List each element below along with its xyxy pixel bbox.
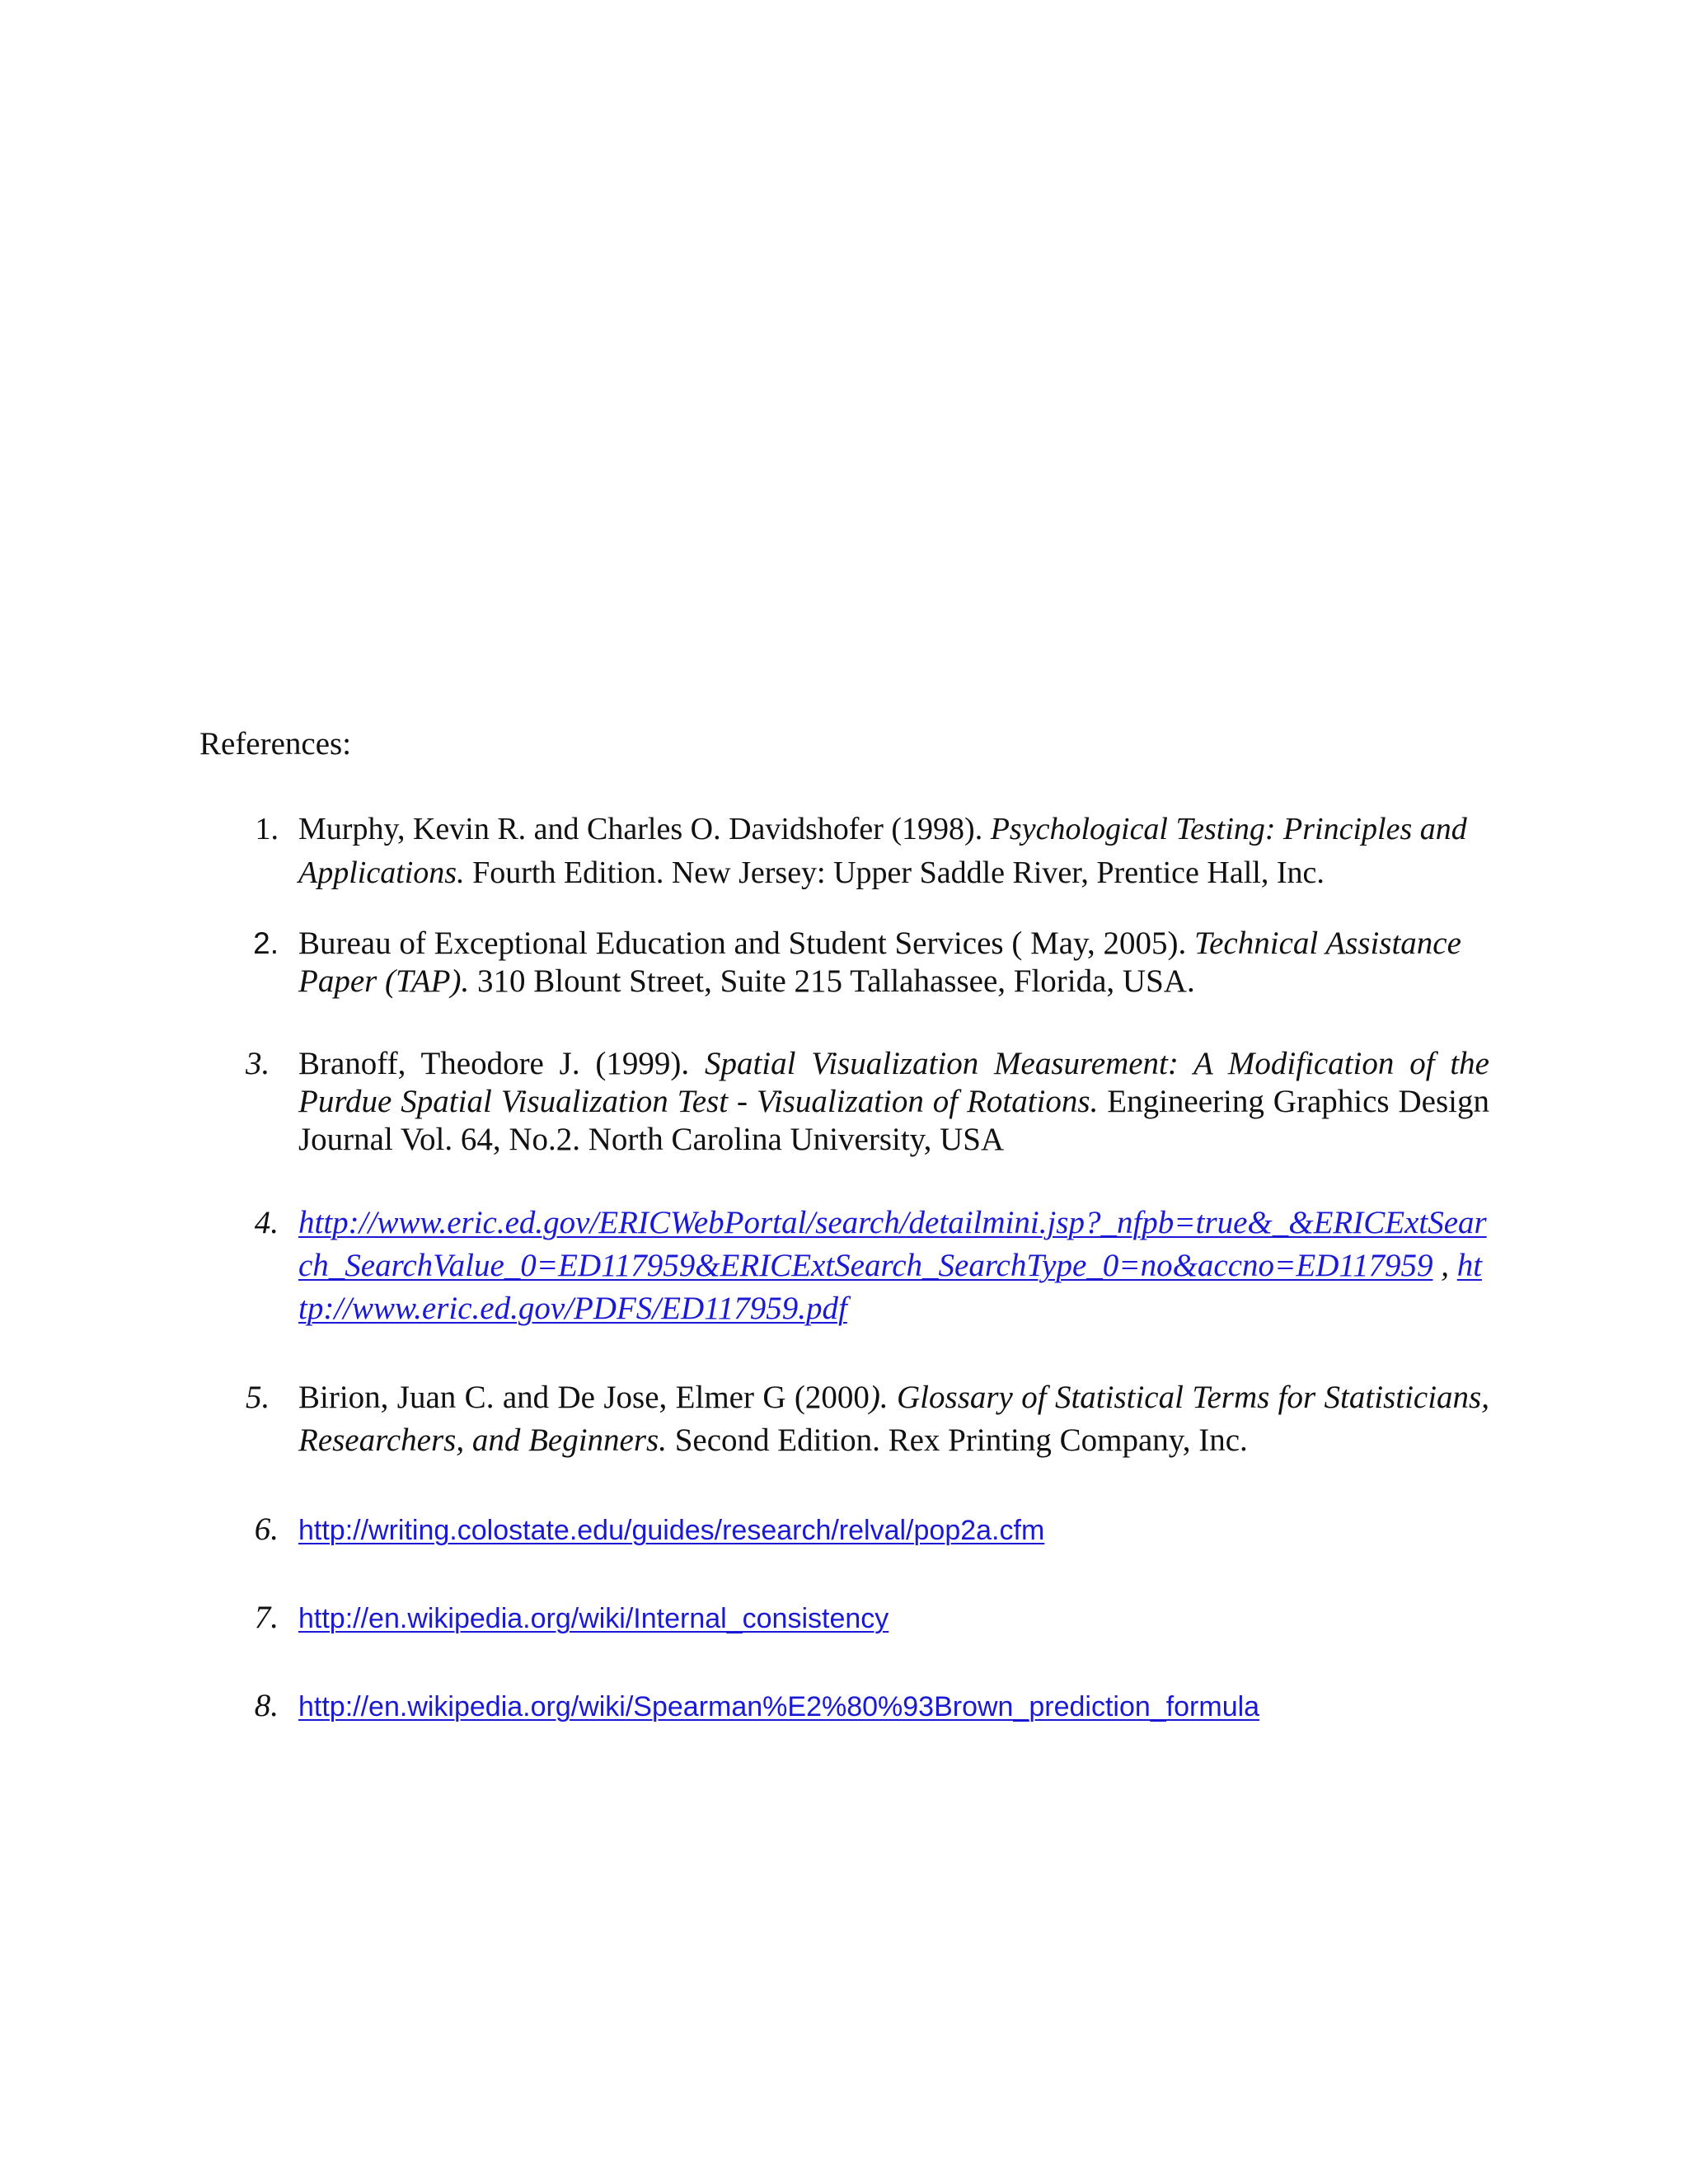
reference-author: Bureau of Exceptional Education and Student Services ( May, 2005). (298, 926, 1195, 961)
reference-details: 310 Blount Street, Suite 215 Tallahassee, Florida, USA. (469, 963, 1195, 999)
wikipedia-internal-consistency-link[interactable]: http://en.wikipedia.org/wiki/Internal_consistency (298, 1603, 889, 1634)
colostate-link[interactable]: http://writing.colostate.edu/guides/research/relval/pop2a.cfm (298, 1515, 1045, 1546)
reference-author: Birion, Juan C. and De Jose, Elmer G (2000 (298, 1380, 870, 1415)
reference-number: 5. (246, 1380, 270, 1415)
reference-item-8 (254, 1685, 1489, 1728)
reference-details: Second Edition. Rex Printing Company, Inc. (666, 1422, 1248, 1458)
reference-number: 7. (254, 1600, 279, 1635)
reference-item-4 (254, 1202, 1489, 1330)
reference-item-7 (254, 1596, 1489, 1640)
reference-details: Fourth Edition. New Jersey: Upper Saddle River, Prentice Hall, Inc. (464, 855, 1325, 890)
reference-item-3 (246, 1045, 1489, 1159)
reference-number: 3. (246, 1046, 270, 1081)
reference-title: Technical Assistance Paper (TAP). (298, 926, 1461, 999)
reference-number: 6. (254, 1511, 279, 1547)
reference-item-6 (254, 1508, 1489, 1552)
eric-pdf-link[interactable]: http://www.eric.ed.gov/PDFS/ED117959.pdf (298, 1248, 1483, 1326)
reference-item-5 (246, 1376, 1489, 1462)
link-separator: , (1432, 1248, 1457, 1283)
reference-number: 2. (253, 926, 279, 960)
reference-details: Engineering Graphics Design Journal Vol. 64, No.2. North Carolina University, USA (298, 1084, 1489, 1157)
reference-author: Branoff, Theodore J. (1999). (298, 1046, 705, 1081)
references-heading: References: (199, 726, 352, 762)
reference-item-2 (253, 925, 1489, 1001)
eric-detail-link[interactable]: http://www.eric.ed.gov/ERICWebPortal/search/detailmini.jsp?_nfpb=true&_&ERICExtSearch_SearchValue_0=ED117959&ERICExtSearch_SearchType_0=no&accno=ED117959 (298, 1205, 1487, 1283)
reference-number: 1. (255, 812, 279, 846)
reference-title: Psychological Testing: Principles and Applications. (298, 812, 1467, 890)
reference-number: 4. (254, 1205, 279, 1240)
reference-number: 8. (254, 1688, 279, 1723)
reference-title: Spatial Visualization Measurement: A Modification of the Purdue Spatial Visualization Test - Visualization of Rotations. (298, 1046, 1489, 1119)
reference-title: ). Glossary of Statistical Terms for Statisticians, Researchers, and Beginners. (298, 1380, 1489, 1458)
reference-item-1 (255, 808, 1489, 895)
reference-author: Murphy, Kevin R. and Charles O. Davidshofer (1998). (298, 812, 991, 846)
wikipedia-spearman-brown-link[interactable]: http://en.wikipedia.org/wiki/Spearman%E2%80%93Brown_prediction_formula (298, 1691, 1260, 1722)
